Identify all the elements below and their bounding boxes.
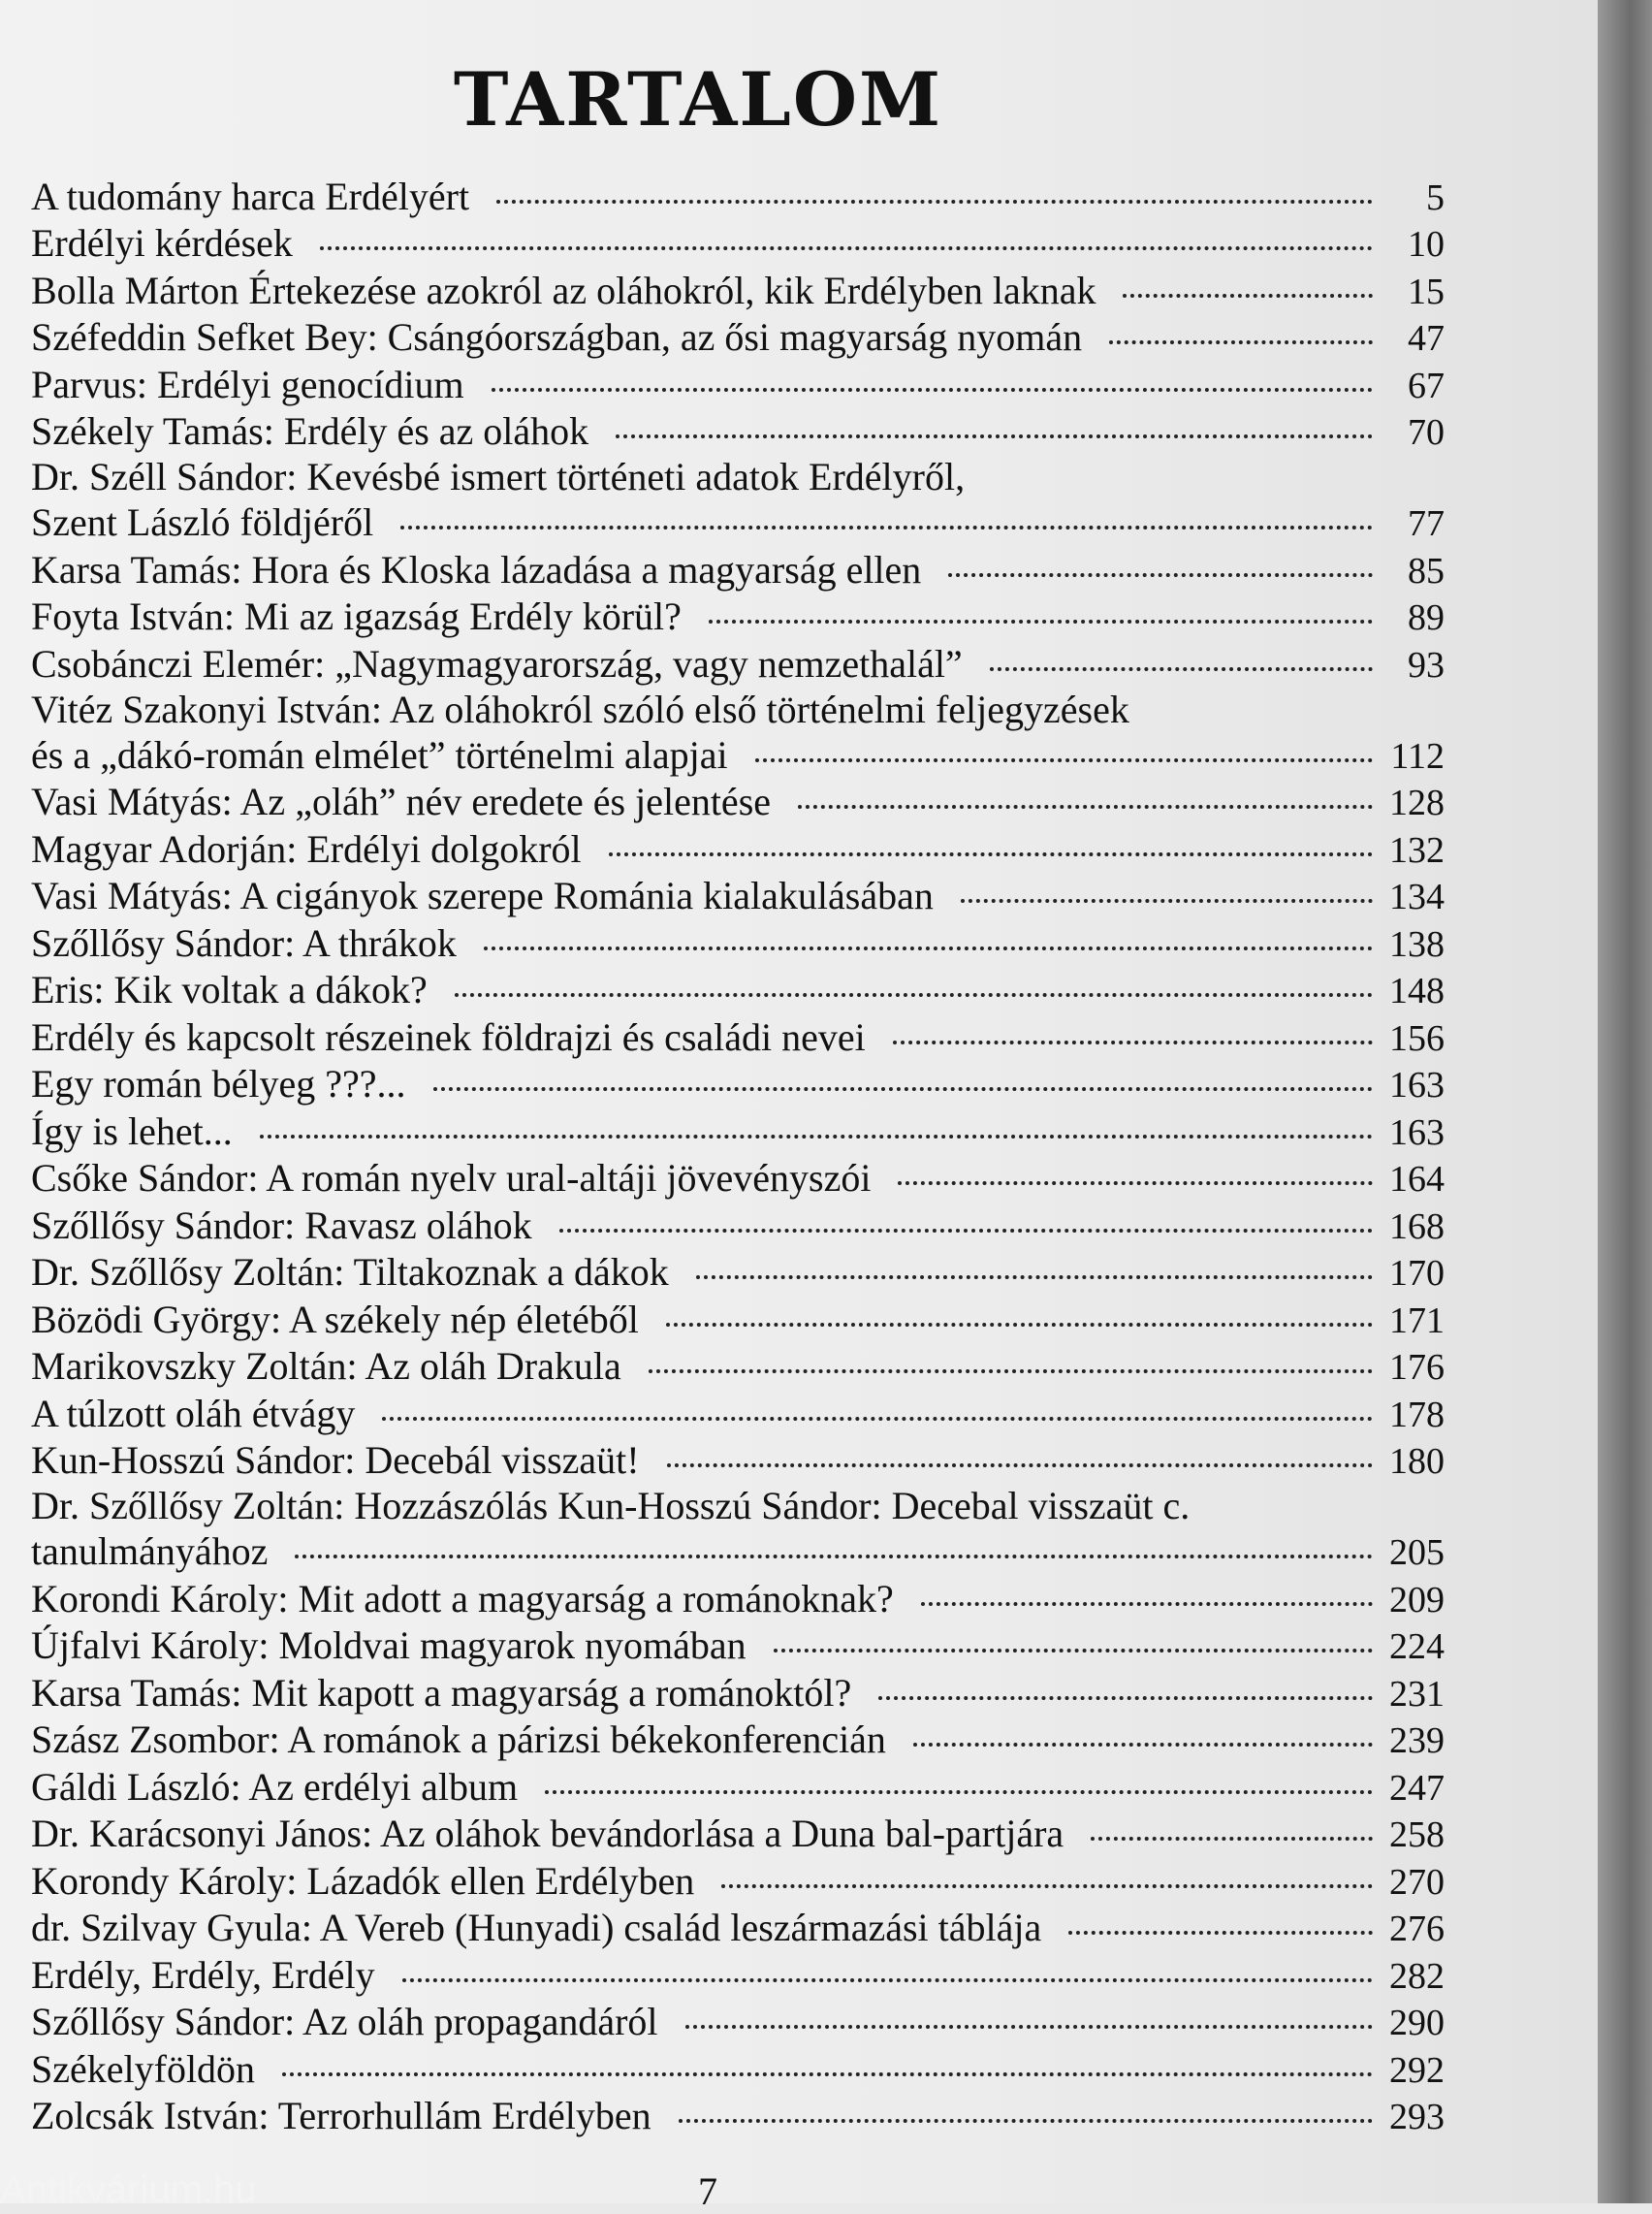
toc-entry-title: Székely Tamás: Erdély és az oláhok [31, 409, 589, 453]
toc-entry-title: A túlzott oláh étvágy [31, 1391, 356, 1435]
toc-entry [19, 1763, 1445, 1811]
toc-entry-title: Korondy Károly: Lázadók ellen Erdélyben [31, 1858, 695, 1903]
toc-entry-page: 89 [1408, 597, 1445, 638]
toc-entry-page: 85 [1408, 550, 1445, 592]
toc-entry-title: Foyta István: Mi az igazság Erdély körül? [31, 594, 682, 638]
dot-leader [961, 899, 1373, 903]
toc-entry-page: 164 [1389, 1159, 1445, 1200]
toc-entry-title: Csőke Sándor: A román nyelv ural-altáji jövevényszói [31, 1156, 872, 1200]
toc-entry [19, 361, 1445, 408]
toc-entry-page: 15 [1408, 271, 1445, 312]
toc-entry-page: 270 [1389, 1861, 1445, 1903]
toc-entry-page: 170 [1389, 1253, 1445, 1294]
dot-leader [667, 1463, 1373, 1467]
toc-entry-page: 168 [1389, 1205, 1445, 1247]
toc-entry [19, 1999, 1445, 2046]
page-number: 7 [698, 2169, 717, 2213]
dot-leader [1123, 294, 1373, 298]
dot-leader [898, 1181, 1373, 1185]
dot-leader [320, 246, 1373, 250]
toc-entry-page: 128 [1389, 783, 1445, 823]
dot-leader [893, 1041, 1373, 1044]
dot-leader [685, 2025, 1373, 2029]
toc-entry-page: 134 [1389, 877, 1445, 917]
toc-entry-title: Vasi Mátyás: A cigányok szerepe Románia kialakulásában [31, 874, 934, 917]
toc-entry-page: 180 [1389, 1441, 1445, 1482]
dot-leader [755, 758, 1373, 762]
page-edge-shadow [1598, 0, 1652, 2203]
dot-leader [609, 852, 1373, 856]
dot-leader [382, 1417, 1373, 1421]
toc-entry [19, 1669, 1445, 1717]
toc-entry-title: Korondi Károly: Mit adott a magyarság a románoknak? [31, 1576, 894, 1620]
toc-entry-title: Parvus: Erdélyi genocídium [31, 362, 464, 406]
toc-entry-page: 70 [1408, 412, 1445, 453]
toc-entry [19, 919, 1445, 967]
toc-entry [19, 1811, 1445, 1858]
toc-entry [19, 1013, 1445, 1061]
toc-entry-title: Így is lehet... [31, 1108, 233, 1153]
toc-entry-title: Eris: Kik voltak a dákok? [31, 968, 428, 1011]
toc-entry-page: 163 [1389, 1111, 1445, 1153]
dot-leader [260, 1135, 1373, 1139]
toc-entry-page: 231 [1389, 1673, 1445, 1715]
dot-leader [696, 1275, 1373, 1279]
toc-entry-page: 112 [1390, 735, 1445, 777]
page-title: TARTALOM [453, 56, 943, 143]
toc-entry [19, 220, 1445, 268]
toc-entry-page: 132 [1389, 829, 1445, 871]
dot-leader [492, 388, 1373, 392]
toc-entry [19, 408, 1445, 456]
toc-entry [19, 2045, 1445, 2093]
dot-leader [295, 1555, 1373, 1558]
dot-leader [433, 1087, 1373, 1091]
toc-entry-page: 282 [1389, 1955, 1445, 1997]
toc-entry-title: Újfalvi Károly: Moldvai magyarok nyomában [31, 1623, 747, 1667]
dot-leader [921, 1602, 1373, 1606]
toc-entry-page: 293 [1389, 2097, 1445, 2137]
toc-entry-page: 276 [1389, 1909, 1445, 1949]
toc-entry-title: Erdély és kapcsolt részeinek földrajzi és családi nevei [31, 1014, 866, 1059]
dot-leader [721, 1884, 1373, 1888]
toc-entry-title: Dr. Széll Sándor: Kevésbé ismert történeti adatok Erdélyről, [31, 455, 966, 498]
toc-entry [19, 1390, 1445, 1437]
toc-entry-page: 224 [1389, 1626, 1445, 1667]
toc-entry [19, 688, 1445, 779]
toc-entry-title: Széfeddin Sefket Bey: Csángóországban, az ősi magyarság nyomán [31, 315, 1083, 359]
toc-entry [19, 1857, 1445, 1905]
dot-leader [679, 2119, 1373, 2123]
toc-entry [19, 1575, 1445, 1622]
toc-entry [19, 1202, 1445, 1249]
dot-leader [282, 2072, 1373, 2076]
dot-leader [455, 993, 1373, 997]
toc-entry-title-continued: és a „dákó-román elmélet” történelmi alapjai [31, 732, 728, 777]
toc-entry-title: Karsa Tamás: Mit kapott a magyarság a románoktól? [31, 1670, 852, 1715]
toc-entry-page: 93 [1408, 644, 1445, 686]
toc-entry [19, 1107, 1445, 1155]
toc-entry-title: Egy román bélyeg ???... [31, 1062, 406, 1106]
toc-entry [19, 1905, 1445, 1952]
toc-entry [19, 314, 1445, 362]
toc-entry [19, 1061, 1445, 1108]
toc-entry [19, 1484, 1445, 1575]
dot-leader [774, 1649, 1373, 1652]
toc-entry [19, 2093, 1445, 2140]
toc-entry-title: Bözödi György: A székely nép életéből [31, 1297, 639, 1341]
dot-leader [709, 620, 1373, 624]
toc-entry [19, 779, 1445, 826]
toc-entry-title-continued: Szent László földjéről [31, 500, 374, 544]
toc-entry-title: Csobánczi Elemér: „Nagymagyarország, vagy nemzethalál” [31, 641, 963, 686]
dot-leader [616, 434, 1373, 438]
dot-leader [496, 200, 1373, 204]
toc-entry-page: 258 [1389, 1814, 1445, 1855]
toc-entry [19, 455, 1445, 546]
toc-entry [19, 546, 1445, 594]
toc-entry-title: Szőllősy Sándor: A thrákok [31, 920, 457, 965]
toc-entry-page: 209 [1389, 1579, 1445, 1620]
toc-entry [19, 873, 1445, 920]
toc-entry-title: Erdély, Erdély, Erdély [31, 1952, 375, 1997]
dot-leader [484, 947, 1373, 950]
dot-leader [666, 1323, 1373, 1327]
toc-entry [19, 967, 1445, 1014]
dot-leader [649, 1369, 1373, 1373]
toc-entry [19, 1155, 1445, 1203]
toc-entry-title: A tudomány harca Erdélyért [31, 174, 470, 218]
dot-leader [400, 526, 1373, 529]
toc-entry-page: 10 [1408, 224, 1445, 265]
toc-entry-title: Gáldi László: Az erdélyi album [31, 1764, 519, 1809]
toc-entry-page: 47 [1408, 318, 1445, 359]
watermark: Antikvárium.hu [0, 2168, 257, 2211]
toc-entry-title: Kun-Hosszú Sándor: Decebál visszaüt! [31, 1438, 640, 1482]
toc-entry-page: 148 [1389, 971, 1445, 1011]
dot-leader [402, 1978, 1373, 1982]
toc-entry-page: 77 [1408, 503, 1445, 544]
toc-entry-title: dr. Szilvay Gyula: A Vereb (Hunyadi) család leszármazási táblája [31, 1906, 1042, 1949]
toc-entry-title: Zolcsák István: Terrorhullám Erdélyben [31, 2094, 651, 2137]
toc-entry [19, 267, 1445, 314]
toc-entry-title: Szőllősy Sándor: Ravasz oláhok [31, 1203, 532, 1247]
toc-entry-title: Dr. Szőllősy Zoltán: Hozzászólás Kun-Hosszú Sándor: Decebal visszaüt c. [31, 1484, 1191, 1527]
toc-entry [19, 173, 1445, 220]
toc-entry-page: 205 [1389, 1532, 1445, 1573]
toc-entry-title-continued: tanulmányához [31, 1529, 269, 1573]
dot-leader [559, 1229, 1373, 1233]
toc-entry [19, 1249, 1445, 1297]
toc-entry [19, 1717, 1445, 1764]
toc-entry-page: 163 [1389, 1065, 1445, 1106]
toc-entry [19, 1951, 1445, 1999]
toc-entry-page: 171 [1389, 1300, 1445, 1341]
toc-entry-title: Bolla Márton Értekezése azokról az oláhokról, kik Erdélyben laknak [31, 268, 1096, 312]
toc-entry-title: Szász Zsombor: A románok a párizsi békekonferencián [31, 1717, 886, 1761]
toc-entry-page: 67 [1408, 365, 1445, 406]
dot-leader [1068, 1931, 1373, 1935]
toc-entry-title: Karsa Tamás: Hora és Kloska lázadása a magyarság ellen [31, 547, 922, 592]
toc-entry [19, 640, 1445, 688]
toc-entry [19, 1296, 1445, 1343]
dot-leader [948, 573, 1373, 577]
dot-leader [878, 1696, 1373, 1700]
toc-entry [19, 1437, 1445, 1485]
toc-entry-title: Erdélyi kérdések [31, 221, 293, 265]
toc-entry-page: 5 [1426, 176, 1445, 218]
toc-entry-page: 176 [1389, 1347, 1445, 1388]
toc-entry [19, 1343, 1445, 1391]
toc-entry-title: Dr. Szőllősy Zoltán: Tiltakoznak a dákok [31, 1250, 669, 1294]
toc-entry-page: 239 [1389, 1720, 1445, 1761]
toc-entry-title: Szőllősy Sándor: Az oláh propagandáról [31, 2000, 658, 2043]
toc-entry-title: Magyar Adorján: Erdélyi dolgokról [31, 826, 582, 871]
toc-entry [19, 825, 1445, 873]
toc-entry-title: Dr. Karácsonyi János: Az oláhok bevándorlása a Duna bal-partjára [31, 1812, 1064, 1855]
dot-leader [1109, 340, 1373, 344]
toc-entry-page: 247 [1389, 1767, 1445, 1809]
dot-leader [545, 1790, 1373, 1794]
toc-entry [19, 1622, 1445, 1670]
toc-entry-page: 290 [1389, 2003, 1445, 2043]
toc-entry-page: 178 [1389, 1394, 1445, 1435]
toc-entry-title: Vitéz Szakonyi István: Az oláhokról szóló első történelmi feljegyzések [31, 687, 1129, 731]
dot-leader [990, 667, 1373, 671]
toc-entry-title: Székelyföldön [31, 2046, 256, 2091]
toc-entry-page: 156 [1389, 1017, 1445, 1059]
toc-entry-page: 138 [1389, 923, 1445, 965]
dot-leader [1091, 1837, 1373, 1841]
table-of-contents [19, 173, 1445, 2139]
toc-entry-title: Vasi Mátyás: Az „oláh” név eredete és jelentése [31, 780, 772, 823]
dot-leader [798, 805, 1373, 809]
dot-leader [913, 1743, 1373, 1747]
toc-entry [19, 594, 1445, 641]
toc-entry-title: Marikovszky Zoltán: Az oláh Drakula [31, 1344, 621, 1388]
toc-entry-page: 292 [1389, 2049, 1445, 2091]
